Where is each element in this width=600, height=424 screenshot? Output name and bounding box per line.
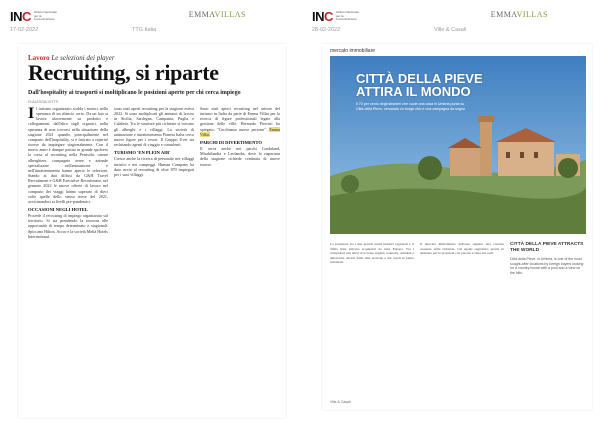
emma-villas-logo: EMMAVILLAS — [188, 10, 246, 19]
clipping-source: TTG Italia — [132, 27, 157, 33]
inc-logo-text: IN — [312, 9, 324, 24]
highlighted-brand-mention: Emma Villas — [200, 126, 280, 137]
inc-logo-subtitle: Istituto Nazionale per la Comunicazione — [335, 10, 359, 22]
clipping-date: 17-02-2022 — [10, 27, 39, 33]
article-byline: DI ALESSIA GOTTI — [28, 100, 59, 104]
summary-text: Città della Pieve, in Umbria, is one of the most sought-after locations by foreign buyers looking for a country house with a pool and a view on the hills. — [510, 257, 584, 275]
hero-description: Il 70 per cento degli stranieri che vuole una casa in Umbria punta su Città della Pieve, cercando un borgo vivo e una campagna da sogno — [356, 102, 465, 111]
clipping-date: 28-02-2022 — [312, 27, 341, 33]
emma-villas-logo: EMMAVILLAS — [490, 10, 548, 19]
article-column-2: sono stati aperti recruiting per la stagione estiva 2022. Si sono moltiplicati gli annunci di lavoro in Sicilia, Sardegna, Campania, Puglia e Calabria. Tra le strutture più richieste si trovano gli alberghi e i villaggi. La società di animazione e intrattenimento Pianeta Italia cerca nuove figure per i resort. Il Gruppo Uvet sta reclutando agenti di viaggio e consulenti. TURISMO 'EN PLEIN AIR' Cresce anche la ricerca di personale nei villaggi turistici e nei campeggi. Human Company ha dato avvio al recruiting di oltre 870 impiegati per i suoi villaggi. — [114, 106, 194, 177]
summary-title: CITTÀ DELLA PIEVE ATTRACTS THE WORLD — [510, 242, 584, 253]
section-heading: OCCASIONI NEGLI HOTEL — [28, 206, 88, 212]
article-page — [18, 44, 286, 418]
section-heading: TURISMO 'EN PLEIN AIR' — [114, 150, 171, 156]
english-summary-box — [510, 242, 586, 362]
drop-cap: I — [28, 105, 35, 122]
hero-title: CITTÀ DELLA PIEVE ATTIRA IL MONDO — [356, 71, 483, 99]
inc-logo-text: IN — [10, 9, 22, 24]
magazine-column-2: Il mercato immobiliare dell'area registra una crescita costante delle richieste. Gli agenti segnalano prezzi in aumento per le proprietà con piscina e vista sui colli. — [420, 242, 504, 256]
inc-logo-subtitle: Istituto Nazionale per la Comunicazione — [33, 10, 57, 22]
article-column-3: Sono stati aperti recruiting nel settore del turismo in Italia da parte di Emma Villas per la ricerca di figure professionali legate alla gestione delle ville. Bernardo Piercini ha spiegato: "Cerchiamo nuove persone". Emma Villas PARCHI DI DIVERTIMENTO Il cerca anche nei parchi Gardaland, Mirabilandia e Leolandia, dove la riapertura della stagione richiede centinaia di nuove risorse. — [200, 106, 280, 167]
inc-logo-letter: C — [324, 9, 333, 24]
article-headline: Recruiting, si riparte — [28, 60, 219, 85]
magazine-section-label: mercato immobiliare — [330, 48, 376, 54]
clipping-panel-left — [4, 0, 296, 424]
magazine-footer: Ville & Casali — [330, 400, 351, 404]
hero-photo — [330, 56, 586, 234]
inc-logo-letter: C — [22, 9, 31, 24]
clipping-source: Ville & Casali — [434, 27, 467, 33]
clipping-panel-right — [306, 0, 598, 424]
magazine-page — [322, 44, 592, 410]
clipping-header — [4, 0, 296, 40]
article-subhead: Dall'hospitality ai trasporti si moltiplicano le posizioni aperte per chi cerca impiego — [28, 90, 241, 96]
article-kicker: Lavoro Le selezioni dei player — [28, 54, 115, 62]
article-column-1: I l turismo organizzato scalda i motori, nella speranza di un rilancio certo. Da un lato si lavora alacremente su prodotto e collegamenti, dall'altro sugli organici, nella speranza di non trovarsi nella situazione della stagione 2021 quando, principalmente nel comparto dell'hospitality, si è faticato a reperire risorse da impiegare stagionalmente. Con il nuovo anno è dunque partita in grande spolvero la corsa al recruiting nella Penisola: catene alberghiere, compagnie aeree e aziende specializzate nell'animazione e nell'intrattenimento hanno aperto le selezioni. Stando ai dati diffusi da G&H Travel Recruitment e G&H Executive Recruitment, nel gennaio 2022 le nuove offerte di lavoro nel comparto dei viaggi hanno superato di dieci volte quelle dello stesso mese del 2021, avvicinandosi ai livelli pre-pandemici. OCCASIONI NEGLI HOTEL Procede il recruiting di impiego organizzato sul territorio. Si sta prendendo la rincorsa alle opportunità di tempo determinato e stagionali. Spiccano Hilton, Accor e la società Meliá Hotels International. — [28, 105, 108, 239]
clipping-header — [306, 0, 598, 40]
magazine-column-1: La posizione tra i due grandi centri turistici regionali e il clima mite attirano acquirenti da tutta Europa. Tra i compratori più attivi si trovano inglesi, tedeschi, olandesi e americani, attratti dalle ville storiche e dai casali in pietra restaurati. — [330, 242, 414, 265]
inc-logo — [312, 9, 362, 24]
section-heading: PARCHI DI DIVERTIMENTO — [200, 139, 262, 145]
inc-logo — [10, 9, 60, 24]
